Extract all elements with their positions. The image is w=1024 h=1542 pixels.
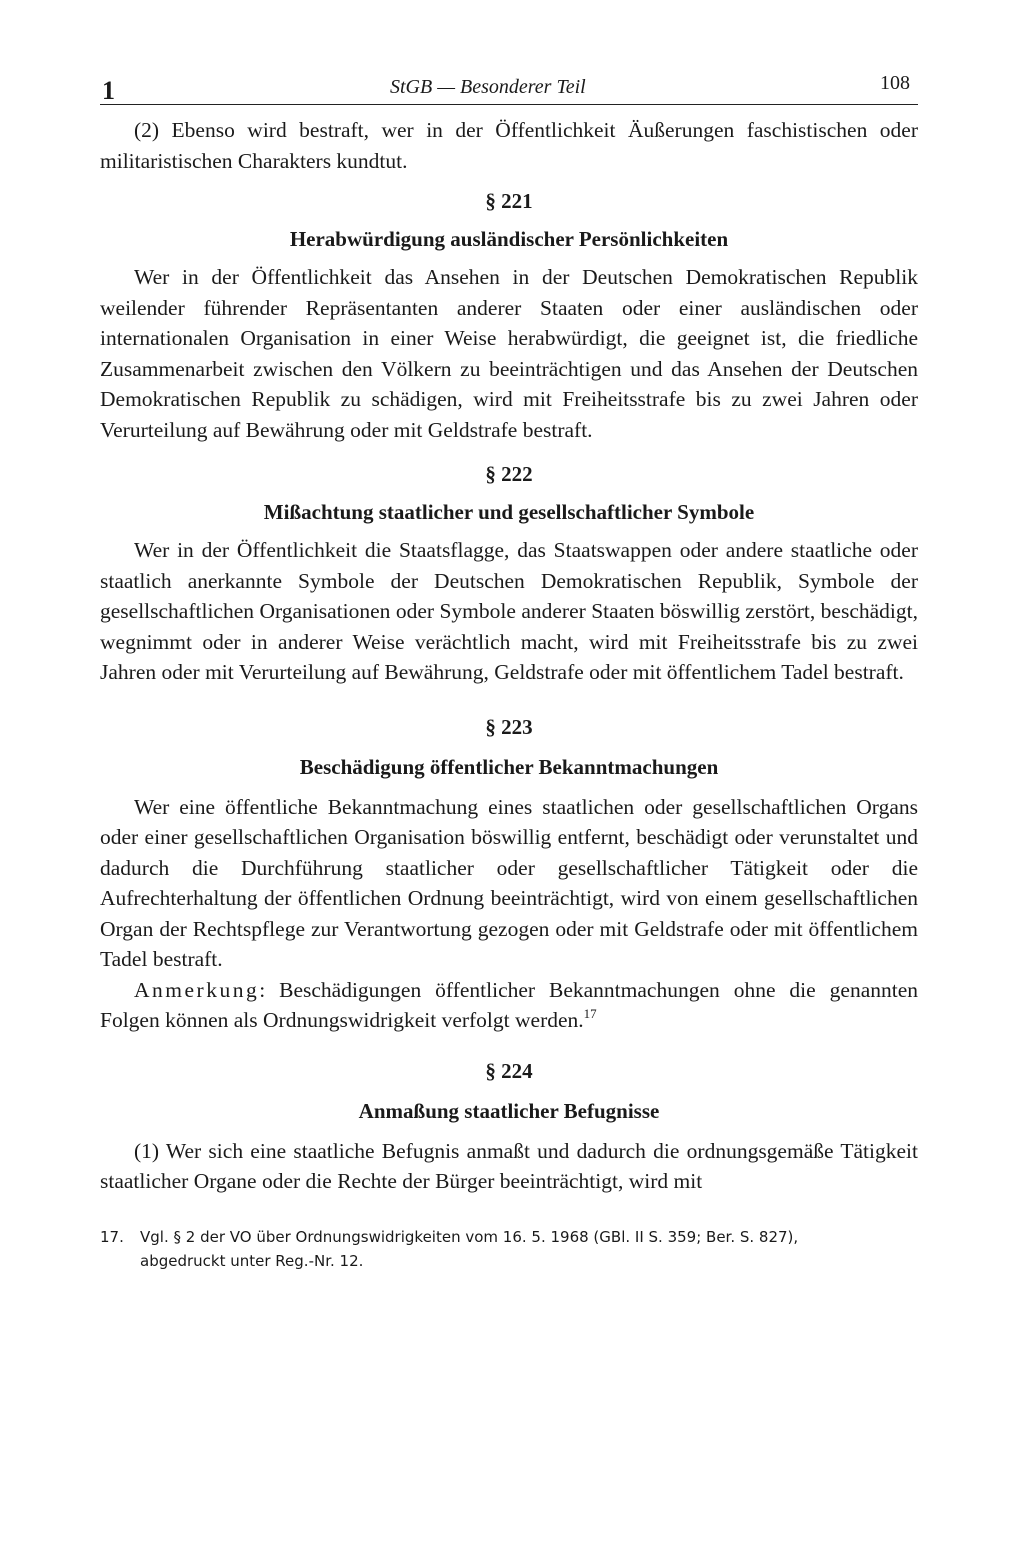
section-number: § 224 xyxy=(485,1058,533,1083)
note-text: : Beschädigungen öffentlicher Bekanntmachungen ohne die genannten Folgen können als Ordnungswidrigkeit verfolgt werden. xyxy=(100,977,918,1032)
section-title: Beschädigung öffentlicher Bekanntmachungen xyxy=(299,754,719,779)
note-label: Anmerkung xyxy=(134,977,260,1002)
footnote-reference: 17 xyxy=(583,1006,597,1021)
section-paragraph: (1) Wer sich eine staatliche Befugnis anmaßt und dadurch die ordnungsgemäße Tätigkeit staatlicher Organe oder die Rechte der Bürger beeinträchtigt, wird mit xyxy=(100,1138,918,1193)
section-title: Herabwürdigung ausländischer Persönlichkeiten xyxy=(289,227,729,251)
section-paragraph: Wer in der Öffentlichkeit die Staatsflagge, das Staatswappen oder andere staatliche oder staatlich anerkannte Symbole der Deutschen Demokratischen Republik, Symbole der gesellschaftlichen Organisationen oder Symbole anderer Staaten böswillig zerstört, beschädigt, wegnimmt oder in anderer Weise verächtlich macht, wird mit Freiheitsstrafe bis zu zwei Jahren oder mit Verurteilung auf Bewährung, Geldstrafe oder mit öffentlichem Tadel bestraft. xyxy=(100,538,918,684)
section-paragraph: Wer eine öffentliche Bekanntmachung eines staatlichen oder gesellschaftlichen Organs oder einer gesellschaftlichen Organisation böswillig entfernt, beschädigt oder verunstaltet und dadurch die Durchführung staatlicher oder gesellschaftlicher Tätigkeit oder die Aufrechterhaltung der öffentlichen Ordnung beeinträchtigt, wird von einem gesellschaftlichen Organ der Rechtspflege zur Verantwortung gezogen oder mit Geldstrafe oder mit öffentlichem Tadel bestraft. xyxy=(100,794,918,971)
intro-paragraph: (2) Ebenso wird bestraft, wer in der Öffentlichkeit Äußerungen faschistischen oder militaristischen Charakters kundtut. xyxy=(100,118,918,173)
section-title: Anmaßung staatlicher Befugnisse xyxy=(358,1098,660,1123)
footnote xyxy=(100,1225,918,1273)
section-number: § 223 xyxy=(485,714,533,739)
section-number: § 221 xyxy=(485,189,533,213)
section-title: Mißachtung staatlicher und gesellschaftlicher Symbole xyxy=(263,500,755,524)
running-title: StGB — Besonderer Teil xyxy=(390,76,586,98)
footnote-line: abgedruckt unter Reg.-Nr. 12. xyxy=(140,1251,364,1270)
chapter-number: 1 xyxy=(102,76,115,105)
section-note xyxy=(100,975,918,1036)
footnote-number: 17. xyxy=(100,1227,124,1246)
footnote-text: Vgl. § 2 der VO über Ordnungswidrigkeiten vom 16. 5. 1968 (GBl. II S. 359; Ber. S. 827), xyxy=(140,1227,799,1246)
page-number: 108 xyxy=(880,72,910,94)
footnote-line xyxy=(100,1225,918,1249)
section-number: § 222 xyxy=(485,462,533,486)
section-paragraph: Wer in der Öffentlichkeit das Ansehen in der Deutschen Demokratischen Republik weilender führender Repräsentanten anderer Staaten oder einer ausländischen oder internationalen Organisation in einer Weise herabwürdigt, die geeignet ist, die friedliche Zusammenarbeit zwischen den Völkern zu beeinträchtigen und das Ansehen der Deutschen Demokratischen Republik zu schädigen, wird mit Freiheitsstrafe bis zu zwei Jahren oder Verurteilung auf Bewährung oder mit Geldstrafe bestraft. xyxy=(100,265,918,442)
running-header xyxy=(100,70,918,105)
document-page xyxy=(100,70,918,1273)
